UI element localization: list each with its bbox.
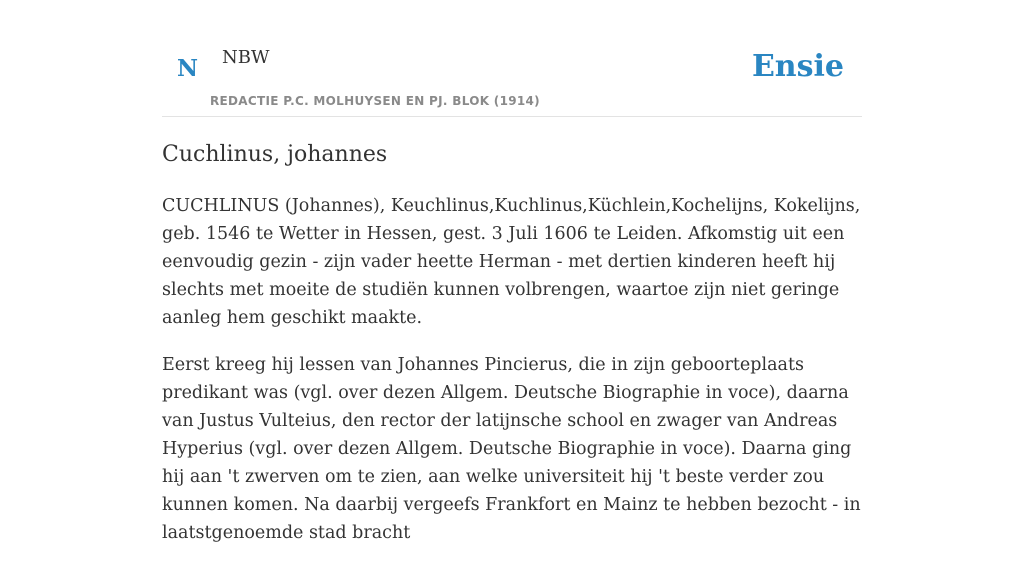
paragraph-2: Eerst kreeg hij lessen van Johannes Pincierus, die in zijn geboorteplaats predikant was (vgl. over dezen Allgem. Deutsche Biographie in voce), daarna van Justus Vulteius, den rector der latijnsche school en zwager van Andreas Hyperius (vgl. over dezen Allgem. Deutsche Biographie in voce). Daarna ging hij aan 't zwerven om te zien, aan welke universiteit hij 't beste verder zou kunnen komen. Na daarbij vergeefs Frankfort en Mainz te hebben bezocht - in laatstgenoemde stad bracht	[162, 355, 861, 543]
book-editors: REDACTIE P.C. MOLHUYSEN EN PJ. BLOK (1914)	[210, 94, 540, 108]
book-logo-icon[interactable]: N	[177, 55, 199, 82]
page	[162, 0, 862, 543]
header	[162, 0, 862, 117]
ensie-logo-link[interactable]: Ensie	[751, 49, 844, 84]
book-title-link[interactable]: NBW	[222, 47, 270, 68]
paragraph-1: CUCHLINUS (Johannes), Keuchlinus,Kuchlinus,Küchlein,Kochelijns, Kokelijns, geb. 1546 te Wetter in Hessen, gest. 3 Juli 1606 te Leiden. Afkomstig uit een eenvoudig gezin - zijn vader heette Herman - met dertien kinderen heeft hij slechts met moeite de studiën kunnen volbrengen, waartoe zijn niet geringe aanleg hem geschikt maakte.	[162, 196, 861, 328]
entry-title: Cuchlinus, johannes	[162, 142, 388, 167]
entry-body	[162, 192, 862, 566]
